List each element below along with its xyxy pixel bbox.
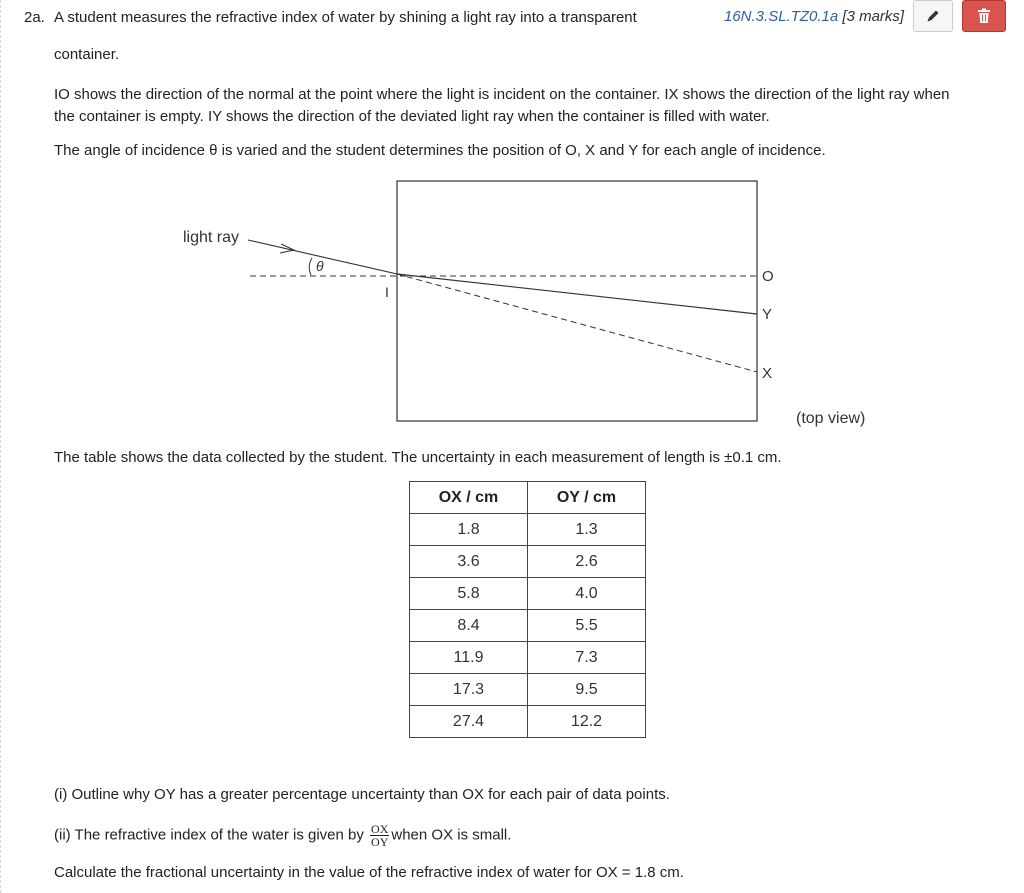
cell-oy: 2.6 — [528, 546, 646, 578]
theta-label: θ — [316, 258, 324, 274]
fraction-denominator: OY — [371, 835, 389, 849]
refraction-diagram — [0, 0, 1024, 440]
cell-oy: 9.5 — [528, 674, 646, 706]
point-i-label: I — [385, 284, 389, 300]
cell-ox: 27.4 — [410, 706, 528, 738]
table-row — [410, 642, 646, 674]
header-oy: OY / cm — [528, 482, 646, 514]
cell-oy: 12.2 — [528, 706, 646, 738]
cell-oy: 5.5 — [528, 610, 646, 642]
header-ox: OX / cm — [410, 482, 528, 514]
angle-arc — [309, 258, 312, 275]
table-intro: The table shows the data collected by the student. The uncertainty in each measurement of length is ±0.1 cm. — [54, 449, 782, 466]
paragraph-1-line1: IO shows the direction of the normal at the point where the light is incident on the container. IX shows the direction of the light ray when — [54, 86, 950, 103]
question-number: 2a. — [24, 9, 45, 26]
paragraph-2: The angle of incidence θ is varied and the student determines the position of O, X and Y for each angle of incidence. — [54, 142, 826, 159]
point-o-label: O — [762, 268, 774, 285]
table-row — [410, 674, 646, 706]
table-row — [410, 610, 646, 642]
cell-oy: 4.0 — [528, 578, 646, 610]
paragraph-1-line2: the container is empty. IY shows the direction of the deviated light ray when the container is filled with water. — [54, 108, 770, 125]
cell-ox: 3.6 — [410, 546, 528, 578]
data-table — [409, 481, 646, 738]
part-ii-pre: (ii) The refractive index of the water is given by — [54, 826, 364, 844]
cell-ox: 5.8 — [410, 578, 528, 610]
part-ii-post: when OX is small. — [391, 826, 512, 844]
table-row — [410, 706, 646, 738]
top-view-label: (top view) — [796, 410, 866, 427]
question-intro-line1: A student measures the refractive index of water by shining a light ray into a transparent — [54, 9, 637, 26]
ox-over-oy-fraction — [370, 823, 389, 848]
table-header-row — [410, 482, 646, 514]
cell-ox: 8.4 — [410, 610, 528, 642]
light-ray-label: light ray — [183, 229, 240, 246]
cell-oy: 7.3 — [528, 642, 646, 674]
table-row — [410, 546, 646, 578]
cell-oy: 1.3 — [528, 514, 646, 546]
reference-code[interactable]: 16N.3.SL.TZ0.1a — [724, 8, 839, 25]
fraction-numerator: OX — [371, 822, 389, 836]
cell-ox: 1.8 — [410, 514, 528, 546]
point-x-label: X — [762, 365, 773, 382]
table-row — [410, 514, 646, 546]
point-y-label: Y — [762, 306, 773, 323]
table-row — [410, 578, 646, 610]
part-ii-line — [54, 823, 511, 848]
question-intro-line2: container. — [54, 46, 120, 63]
part-i-text: (i) Outline why OY has a greater percentage uncertainty than OX for each pair of data points. — [54, 786, 670, 803]
marks-label: [3 marks] — [842, 8, 905, 25]
refracted-ray-iy — [397, 274, 757, 314]
cell-ox: 11.9 — [410, 642, 528, 674]
undeviated-ray-ix — [397, 274, 757, 372]
cell-ox: 17.3 — [410, 674, 528, 706]
container-outline — [397, 181, 757, 421]
part-ii-calc: Calculate the fractional uncertainty in the value of the refractive index of water for OX = 1.8 cm. — [54, 864, 684, 881]
